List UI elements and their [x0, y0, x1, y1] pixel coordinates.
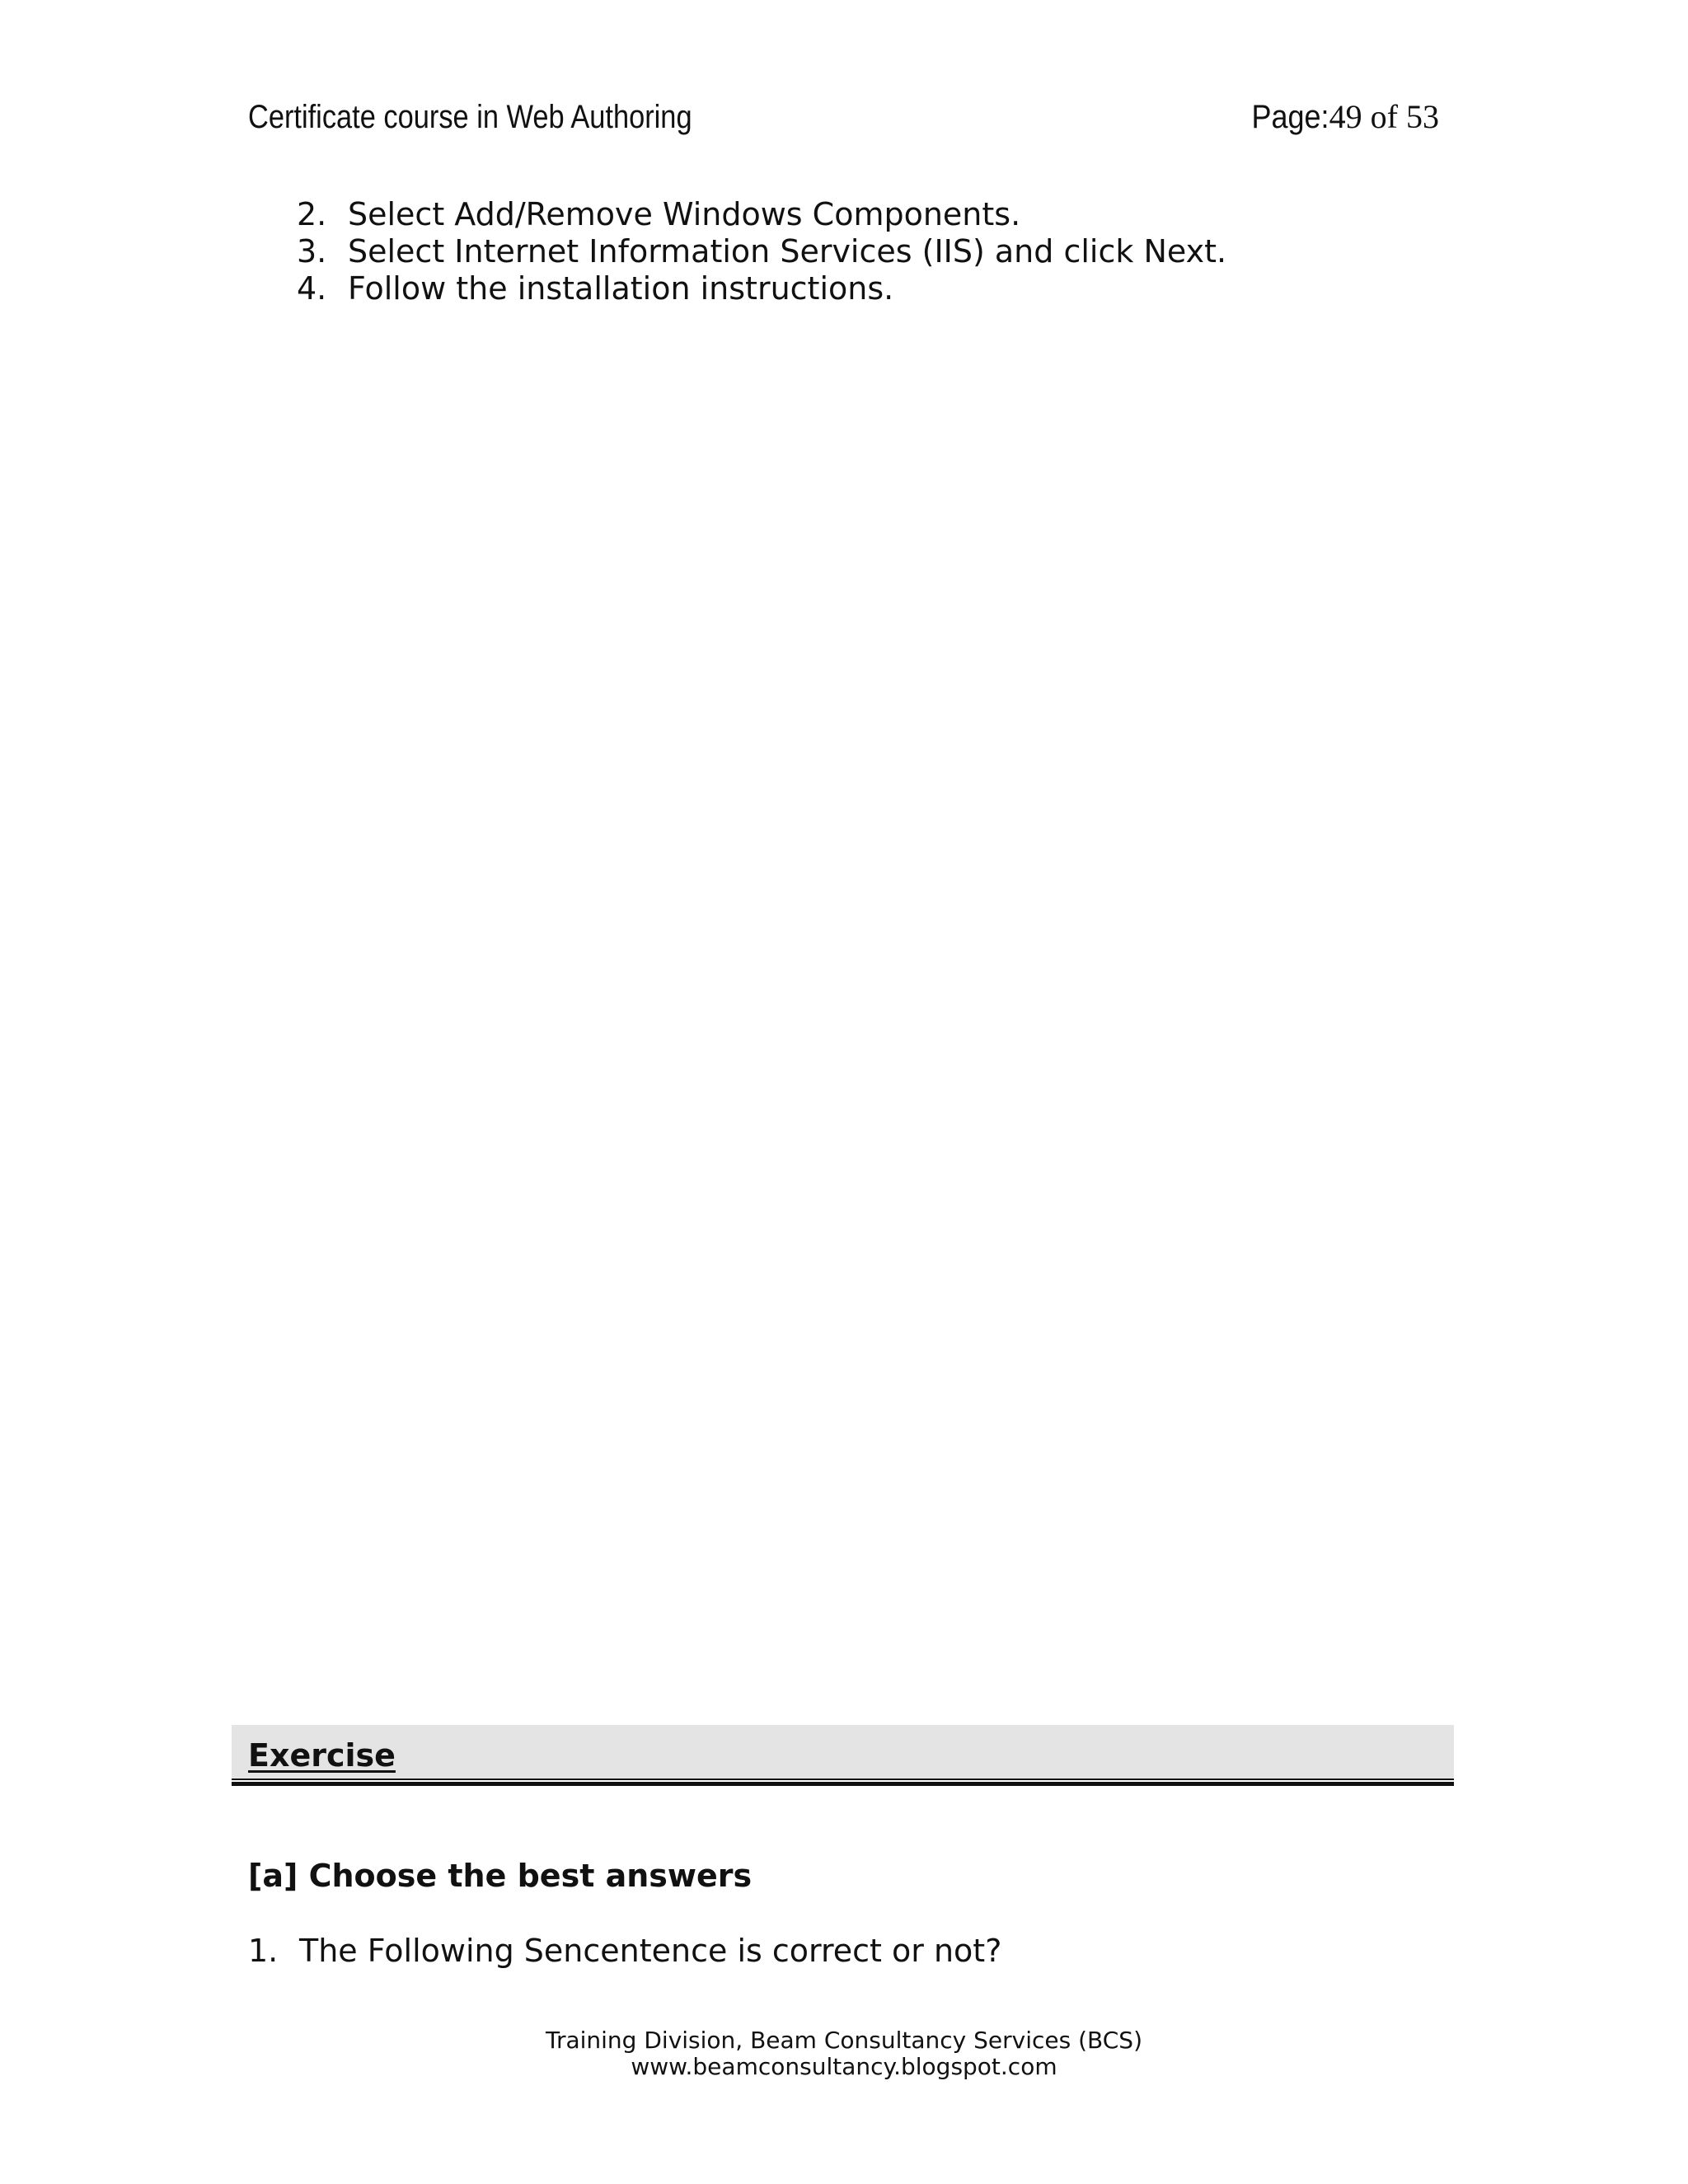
- question-text: The Following Sencentence is correct or not?: [299, 1933, 1002, 1969]
- exercise-title: Exercise: [248, 1737, 396, 1774]
- step-number: 3.: [297, 233, 327, 269]
- footer-website: www.beamconsultancy.blogspot.com: [631, 2053, 1057, 2080]
- exercise-divider-thick: [232, 1782, 1454, 1786]
- footer-organization: Training Division, Beam Consultancy Services (BCS): [545, 2027, 1143, 2054]
- installation-steps-list: [297, 196, 1226, 307]
- exercise-heading-band: [232, 1725, 1454, 1779]
- step-text: Select Internet Information Services (IIS) and click Next.: [348, 233, 1227, 269]
- step-text: Select Add/Remove Windows Components.: [348, 196, 1021, 232]
- list-item: [297, 196, 1226, 233]
- list-item: [297, 233, 1226, 270]
- question-item: [248, 1931, 1001, 1971]
- step-number: 2.: [297, 196, 327, 232]
- exercise-divider-thin: [232, 1779, 1454, 1780]
- section-heading: [a] Choose the best answers: [248, 1858, 753, 1894]
- page-indicator: [1243, 97, 1439, 137]
- course-title: Certificate course in Web Authoring: [248, 99, 692, 135]
- question-number: 1.: [248, 1933, 279, 1969]
- page-footer: [0, 2027, 1688, 2080]
- page-number: 49 of 53: [1329, 98, 1439, 135]
- step-number: 4.: [297, 270, 327, 307]
- step-text: Follow the installation instructions.: [348, 270, 894, 307]
- page-label: Page:: [1251, 99, 1329, 135]
- list-item: [297, 270, 1226, 307]
